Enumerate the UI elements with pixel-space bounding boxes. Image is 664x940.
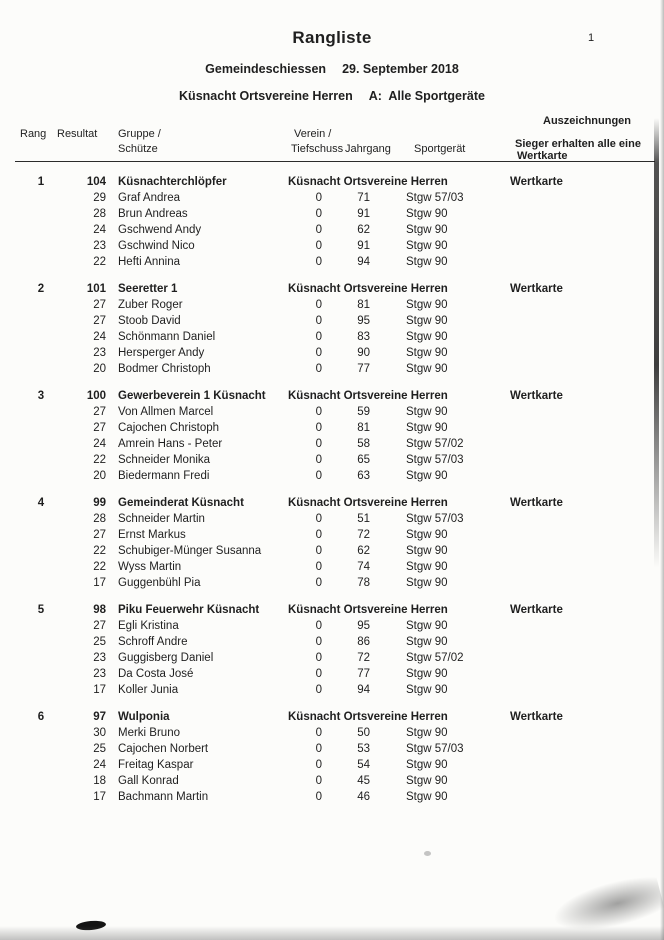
header-wertkarte-note: Wertkarte	[517, 150, 568, 162]
member-result: 18	[93, 775, 106, 787]
member-name: Gschwend Andy	[118, 224, 202, 236]
member-jahrgang: 50	[357, 727, 370, 739]
member-result: 17	[93, 791, 106, 803]
member-row	[0, 725, 664, 741]
member-tiefschuss: 0	[315, 727, 322, 739]
member-name: Cajochen Christoph	[118, 422, 220, 434]
header-resultat: Resultat	[57, 128, 98, 140]
member-row	[0, 650, 664, 666]
member-sportgeraet: Stgw 90	[406, 684, 448, 696]
member-jahrgang: 78	[357, 577, 370, 589]
member-sportgeraet: Stgw 90	[406, 759, 448, 771]
member-result: 22	[93, 545, 106, 557]
group-header-row	[0, 388, 664, 404]
member-row	[0, 206, 664, 222]
member-tiefschuss: 0	[315, 743, 322, 755]
member-result: 27	[93, 529, 106, 541]
group-verein: Küsnacht Ortsvereine Herren	[288, 283, 448, 295]
member-sportgeraet: Stgw 90	[406, 470, 448, 482]
group-header-row	[0, 602, 664, 618]
header-rule	[15, 161, 655, 162]
member-name: Guggenbühl Pia	[118, 577, 201, 589]
member-result: 23	[93, 240, 106, 252]
event-name: Gemeindeschiessen	[205, 62, 327, 76]
member-sportgeraet: Stgw 57/03	[406, 743, 464, 755]
group-rank: 1	[37, 176, 45, 188]
group-result: 99	[93, 497, 106, 509]
member-name: Biedermann Fredi	[118, 470, 210, 482]
member-jahrgang: 72	[357, 529, 370, 541]
member-name: Graf Andrea	[118, 192, 181, 204]
member-result: 22	[93, 561, 106, 573]
group-verein: Küsnacht Ortsvereine Herren	[288, 176, 448, 188]
group-award: Wertkarte	[510, 497, 563, 509]
page-number: 1	[588, 32, 595, 44]
member-tiefschuss: 0	[315, 208, 322, 220]
member-name: Stoob David	[118, 315, 181, 327]
header-schuetze: Schütze	[118, 143, 158, 155]
member-row	[0, 575, 664, 591]
member-tiefschuss: 0	[315, 240, 322, 252]
member-name: Von Allmen Marcel	[118, 406, 214, 418]
member-tiefschuss: 0	[315, 438, 322, 450]
group-name: Gewerbeverein 1 Küsnacht	[118, 390, 266, 402]
member-sportgeraet: Stgw 90	[406, 240, 448, 252]
member-result: 24	[93, 224, 106, 236]
member-jahrgang: 81	[357, 299, 370, 311]
member-result: 27	[93, 406, 106, 418]
member-tiefschuss: 0	[315, 791, 322, 803]
member-result: 24	[93, 438, 106, 450]
member-sportgeraet: Stgw 90	[406, 256, 448, 268]
member-tiefschuss: 0	[315, 636, 322, 648]
category-class: A: Alle Sportgeräte	[368, 89, 485, 103]
group-rank: 2	[37, 283, 45, 295]
member-row	[0, 420, 664, 436]
member-result: 17	[93, 577, 106, 589]
member-row	[0, 404, 664, 420]
member-jahrgang: 94	[357, 256, 370, 268]
scan-artifact-bottom-blob	[76, 920, 107, 932]
member-row	[0, 313, 664, 329]
group-award: Wertkarte	[510, 283, 563, 295]
member-tiefschuss: 0	[315, 775, 322, 787]
member-result: 23	[93, 347, 106, 359]
member-sportgeraet: Stgw 90	[406, 331, 448, 343]
member-tiefschuss: 0	[315, 406, 322, 418]
group-block	[0, 495, 664, 591]
member-row	[0, 436, 664, 452]
scan-artifact-corner-smudge	[548, 871, 664, 940]
member-row	[0, 238, 664, 254]
member-tiefschuss: 0	[315, 759, 322, 771]
member-result: 30	[93, 727, 106, 739]
member-sportgeraet: Stgw 90	[406, 224, 448, 236]
member-result: 22	[93, 256, 106, 268]
member-jahrgang: 91	[357, 240, 370, 252]
group-block	[0, 388, 664, 484]
member-tiefschuss: 0	[315, 347, 322, 359]
member-sportgeraet: Stgw 90	[406, 727, 448, 739]
member-result: 23	[93, 668, 106, 680]
member-row	[0, 452, 664, 468]
member-row	[0, 511, 664, 527]
member-sportgeraet: Stgw 90	[406, 791, 448, 803]
group-rank: 6	[37, 711, 45, 723]
member-jahrgang: 71	[357, 192, 370, 204]
member-result: 20	[93, 470, 106, 482]
member-sportgeraet: Stgw 90	[406, 620, 448, 632]
member-result: 25	[93, 743, 106, 755]
member-jahrgang: 74	[357, 561, 370, 573]
member-result: 24	[93, 331, 106, 343]
member-jahrgang: 86	[357, 636, 370, 648]
scan-artifact-dot	[424, 851, 431, 856]
member-sportgeraet: Stgw 90	[406, 529, 448, 541]
member-row	[0, 741, 664, 757]
member-name: Cajochen Norbert	[118, 743, 209, 755]
member-name: Guggisberg Daniel	[118, 652, 214, 664]
member-jahrgang: 58	[357, 438, 370, 450]
member-row	[0, 222, 664, 238]
member-name: Zuber Roger	[118, 299, 183, 311]
member-result: 27	[93, 620, 106, 632]
member-tiefschuss: 0	[315, 620, 322, 632]
member-sportgeraet: Stgw 90	[406, 422, 448, 434]
group-block	[0, 709, 664, 805]
member-jahrgang: 62	[357, 224, 370, 236]
member-jahrgang: 65	[357, 454, 370, 466]
group-result: 101	[86, 283, 106, 295]
member-tiefschuss: 0	[315, 529, 322, 541]
member-sportgeraet: Stgw 90	[406, 636, 448, 648]
member-tiefschuss: 0	[315, 331, 322, 343]
member-tiefschuss: 0	[315, 668, 322, 680]
member-jahrgang: 54	[357, 759, 370, 771]
group-name: Gemeinderat Küsnacht	[118, 497, 244, 509]
member-tiefschuss: 0	[315, 256, 322, 268]
header-tiefschuss: Tiefschuss	[291, 143, 344, 155]
member-result: 28	[93, 208, 106, 220]
group-result: 98	[93, 604, 106, 616]
member-name: Ernst Markus	[118, 529, 186, 541]
member-jahrgang: 91	[357, 208, 370, 220]
member-row	[0, 618, 664, 634]
header-jahrgang: Jahrgang	[345, 143, 391, 155]
groups-list	[0, 174, 664, 816]
group-verein: Küsnacht Ortsvereine Herren	[288, 390, 448, 402]
header-rang: Rang	[20, 128, 47, 140]
member-row	[0, 527, 664, 543]
member-name: Brun Andreas	[118, 208, 188, 220]
member-result: 29	[93, 192, 106, 204]
member-row	[0, 666, 664, 682]
member-result: 24	[93, 759, 106, 771]
member-name: Hefti Annina	[118, 256, 181, 268]
member-jahrgang: 63	[357, 470, 370, 482]
member-jahrgang: 72	[357, 652, 370, 664]
member-name: Schroff Andre	[118, 636, 188, 648]
member-sportgeraet: Stgw 90	[406, 208, 448, 220]
member-row	[0, 773, 664, 789]
member-name: Schneider Martin	[118, 513, 205, 525]
member-result: 27	[93, 315, 106, 327]
group-rank: 5	[37, 604, 45, 616]
member-name: Schneider Monika	[118, 454, 211, 466]
scan-artifact-bottom-band	[0, 926, 664, 940]
member-row	[0, 634, 664, 650]
member-jahrgang: 59	[357, 406, 370, 418]
member-sportgeraet: Stgw 90	[406, 347, 448, 359]
member-tiefschuss: 0	[315, 454, 322, 466]
member-tiefschuss: 0	[315, 224, 322, 236]
member-name: Bachmann Martin	[118, 791, 209, 803]
member-name: Da Costa José	[118, 668, 194, 680]
event-subtitle	[0, 62, 664, 76]
member-row	[0, 757, 664, 773]
member-sportgeraet: Stgw 90	[406, 545, 448, 557]
member-result: 25	[93, 636, 106, 648]
member-jahrgang: 95	[357, 315, 370, 327]
group-block	[0, 602, 664, 698]
group-name: Piku Feuerwehr Küsnacht	[118, 604, 260, 616]
member-tiefschuss: 0	[315, 315, 322, 327]
member-tiefschuss: 0	[315, 545, 322, 557]
header-verein: Verein /	[294, 128, 332, 140]
member-sportgeraet: Stgw 90	[406, 561, 448, 573]
header-sieger-note: Sieger erhalten alle eine	[515, 138, 641, 150]
member-tiefschuss: 0	[315, 470, 322, 482]
category-name: Küsnacht Ortsvereine Herren	[179, 89, 353, 103]
member-result: 27	[93, 422, 106, 434]
member-jahrgang: 95	[357, 620, 370, 632]
group-block	[0, 174, 664, 270]
member-tiefschuss: 0	[315, 561, 322, 573]
member-sportgeraet: Stgw 57/02	[406, 438, 464, 450]
group-result: 104	[86, 176, 106, 188]
member-sportgeraet: Stgw 90	[406, 668, 448, 680]
member-name: Gall Konrad	[118, 775, 179, 787]
member-row	[0, 682, 664, 698]
member-result: 22	[93, 454, 106, 466]
member-name: Gschwind Nico	[118, 240, 195, 252]
member-row	[0, 559, 664, 575]
group-header-row	[0, 495, 664, 511]
member-jahrgang: 62	[357, 545, 370, 557]
member-row	[0, 345, 664, 361]
member-name: Bodmer Christoph	[118, 363, 211, 375]
member-name: Egli Kristina	[118, 620, 179, 632]
member-jahrgang: 45	[357, 775, 370, 787]
header-sportgeraet: Sportgerät	[414, 143, 466, 155]
group-rank: 4	[37, 497, 45, 509]
member-result: 20	[93, 363, 106, 375]
member-sportgeraet: Stgw 57/03	[406, 513, 464, 525]
member-row	[0, 789, 664, 805]
member-jahrgang: 81	[357, 422, 370, 434]
member-sportgeraet: Stgw 90	[406, 775, 448, 787]
table-header	[0, 112, 664, 164]
member-tiefschuss: 0	[315, 684, 322, 696]
member-row	[0, 254, 664, 270]
member-tiefschuss: 0	[315, 577, 322, 589]
member-row	[0, 297, 664, 313]
group-header-row	[0, 281, 664, 297]
member-sportgeraet: Stgw 90	[406, 363, 448, 375]
group-header-row	[0, 709, 664, 725]
member-tiefschuss: 0	[315, 299, 322, 311]
group-result: 100	[86, 390, 106, 402]
member-tiefschuss: 0	[315, 652, 322, 664]
member-jahrgang: 77	[357, 668, 370, 680]
group-award: Wertkarte	[510, 390, 563, 402]
member-jahrgang: 46	[357, 791, 370, 803]
member-sportgeraet: Stgw 57/03	[406, 192, 464, 204]
member-jahrgang: 90	[357, 347, 370, 359]
group-block	[0, 281, 664, 377]
member-sportgeraet: Stgw 57/03	[406, 454, 464, 466]
group-name: Küsnachterchlöpfer	[118, 176, 227, 188]
event-date: 29. September 2018	[342, 62, 459, 76]
header-gruppe: Gruppe /	[118, 128, 161, 140]
member-row	[0, 361, 664, 377]
member-name: Wyss Martin	[118, 561, 182, 573]
page-title: Rangliste	[292, 28, 372, 47]
member-sportgeraet: Stgw 57/02	[406, 652, 464, 664]
member-name: Schönmann Daniel	[118, 331, 216, 343]
group-verein: Küsnacht Ortsvereine Herren	[288, 497, 448, 509]
member-result: 17	[93, 684, 106, 696]
member-name: Amrein Hans - Peter	[118, 438, 223, 450]
member-name: Koller Junia	[118, 684, 179, 696]
member-name: Merki Bruno	[118, 727, 180, 739]
group-verein: Küsnacht Ortsvereine Herren	[288, 711, 448, 723]
member-sportgeraet: Stgw 90	[406, 577, 448, 589]
member-tiefschuss: 0	[315, 363, 322, 375]
member-result: 23	[93, 652, 106, 664]
category-subtitle	[0, 89, 664, 103]
group-award: Wertkarte	[510, 176, 563, 188]
member-tiefschuss: 0	[315, 192, 322, 204]
group-award: Wertkarte	[510, 711, 563, 723]
group-verein: Küsnacht Ortsvereine Herren	[288, 604, 448, 616]
member-row	[0, 468, 664, 484]
group-header-row	[0, 174, 664, 190]
member-name: Schubiger-Münger Susanna	[118, 545, 262, 557]
group-award: Wertkarte	[510, 604, 563, 616]
group-rank: 3	[37, 390, 45, 402]
member-jahrgang: 77	[357, 363, 370, 375]
member-name: Freitag Kaspar	[118, 759, 194, 771]
member-row	[0, 543, 664, 559]
header-auszeichnungen: Auszeichnungen	[543, 115, 632, 127]
group-name: Seeretter 1	[118, 283, 178, 295]
member-tiefschuss: 0	[315, 513, 322, 525]
member-sportgeraet: Stgw 90	[406, 406, 448, 418]
member-jahrgang: 83	[357, 331, 370, 343]
member-result: 27	[93, 299, 106, 311]
member-sportgeraet: Stgw 90	[406, 299, 448, 311]
member-tiefschuss: 0	[315, 422, 322, 434]
member-jahrgang: 51	[357, 513, 370, 525]
member-row	[0, 190, 664, 206]
member-row	[0, 329, 664, 345]
group-name: Wulponia	[118, 711, 170, 723]
member-name: Hersperger Andy	[118, 347, 205, 359]
group-result: 97	[93, 711, 106, 723]
member-sportgeraet: Stgw 90	[406, 315, 448, 327]
member-jahrgang: 94	[357, 684, 370, 696]
member-jahrgang: 53	[357, 743, 370, 755]
member-result: 28	[93, 513, 106, 525]
